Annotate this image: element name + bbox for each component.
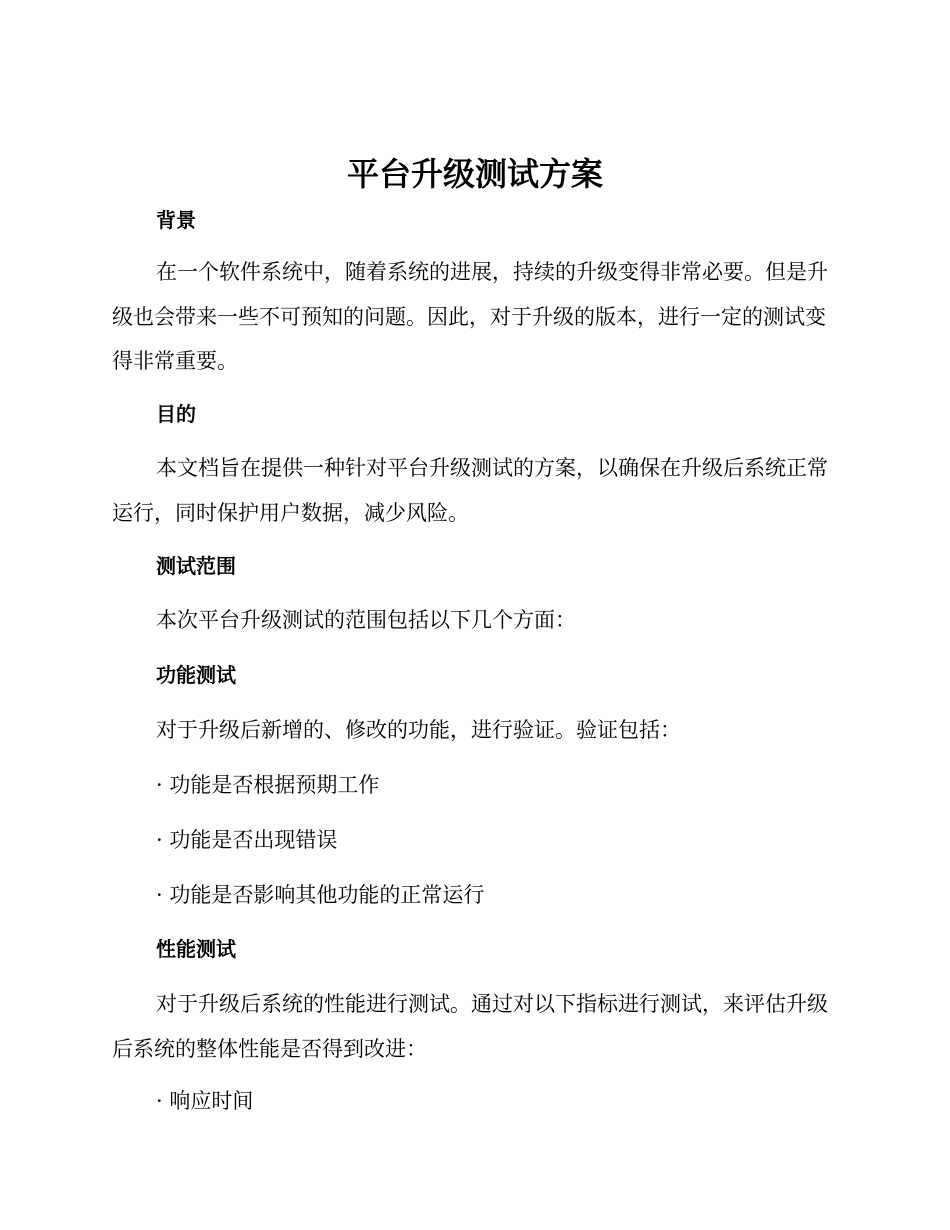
paragraph-background: 在一个软件系统中，随着系统的进展，持续的升级变得非常必要。但是升级也会带来一些不可预知的问题。因此，对于升级的版本，进行一定的测试变得非常重要。 bbox=[112, 260, 828, 373]
section-heading-performance: 性能测试 bbox=[156, 937, 236, 961]
section-heading-functional: 功能测试 bbox=[156, 663, 236, 687]
document-title: 平台升级测试方案 bbox=[346, 155, 603, 193]
list-item: · 功能是否影响其他功能的正常运行 bbox=[156, 883, 485, 907]
paragraph-performance-intro: 对于升级后系统的性能进行测试。通过对以下指标进行测试，来评估升级后系统的整体性能是否得到改进： bbox=[112, 992, 828, 1061]
section-heading-background: 背景 bbox=[156, 208, 196, 232]
list-item: · 功能是否根据预期工作 bbox=[156, 773, 380, 797]
paragraph-scope: 本次平台升级测试的范围包括以下几个方面： bbox=[156, 608, 576, 632]
list-item: · 响应时间 bbox=[156, 1089, 254, 1113]
list-item: · 功能是否出现错误 bbox=[156, 828, 338, 852]
paragraph-functional-intro: 对于升级后新增的、修改的功能，进行验证。验证包括： bbox=[156, 718, 681, 742]
paragraph-purpose: 本文档旨在提供一种针对平台升级测试的方案，以确保在升级后系统正常运行，同时保护用户数据，减少风险。 bbox=[112, 456, 828, 525]
section-heading-purpose: 目的 bbox=[156, 402, 196, 426]
section-heading-scope: 测试范围 bbox=[156, 554, 236, 578]
